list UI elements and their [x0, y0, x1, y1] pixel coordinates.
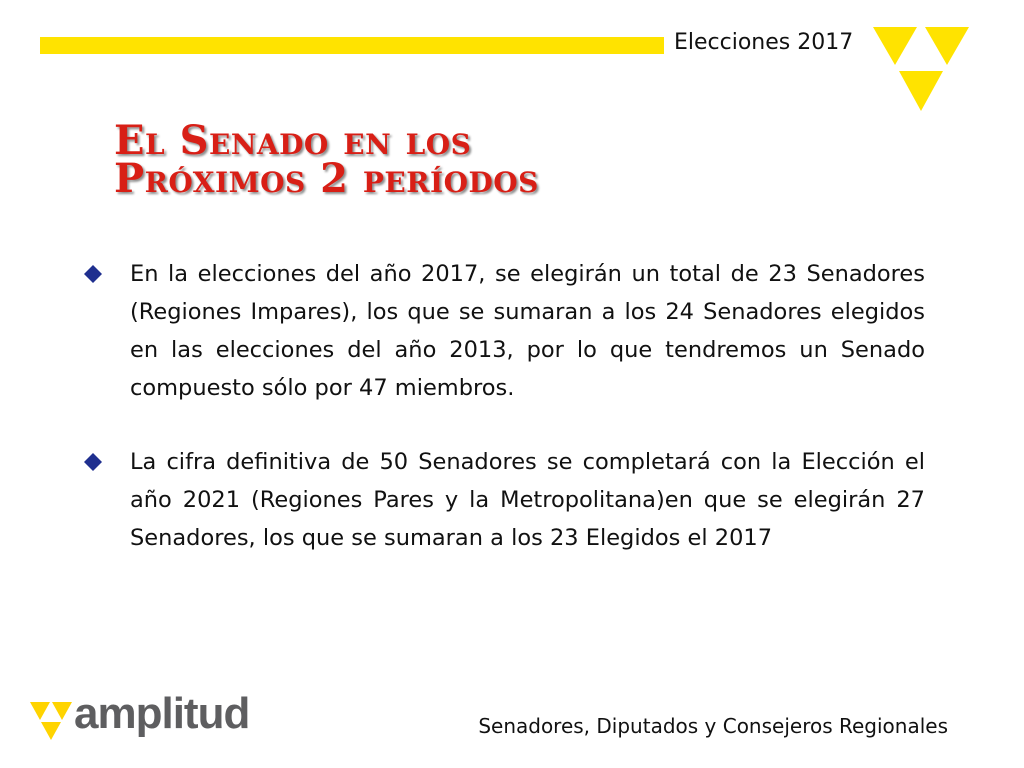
bullet-item: [84, 255, 925, 407]
amplitud-logo-icon: [30, 700, 72, 742]
footer-text: Senadores, Diputados y Consejeros Regionales: [478, 714, 948, 738]
bullet-text: La cifra definitiva de 50 Senadores se completará con la Elección el año 2021 (Regiones Pares y la Metropolitana)en que se elegirán 27 Senadores, los que se sumaran a los 23 Elegidos el 2017: [130, 449, 925, 551]
page-title: [114, 117, 539, 202]
diamond-bullet-icon: [84, 265, 102, 283]
bullet-text: En la elecciones del año 2017, se elegirán un total de 23 Senadores (Regiones Impares), los que se sumaran a los 24 Senadores elegidos en las elecciones del año 2013, por lo que tendremos un Senado compuesto sólo por 47 miembros.: [130, 261, 925, 401]
header-label: Elecciones 2017: [674, 30, 854, 55]
brand-name: amplitud: [74, 689, 250, 738]
title-line-1: El Senado en los: [114, 117, 472, 164]
diamond-bullet-icon: [84, 453, 102, 471]
bullet-list: [84, 255, 925, 593]
yellow-triangles-logo-icon: [873, 27, 969, 111]
bullet-item: [84, 443, 925, 557]
title-line-2: Próximos 2 períodos: [114, 155, 539, 202]
header-bar: [40, 37, 664, 54]
